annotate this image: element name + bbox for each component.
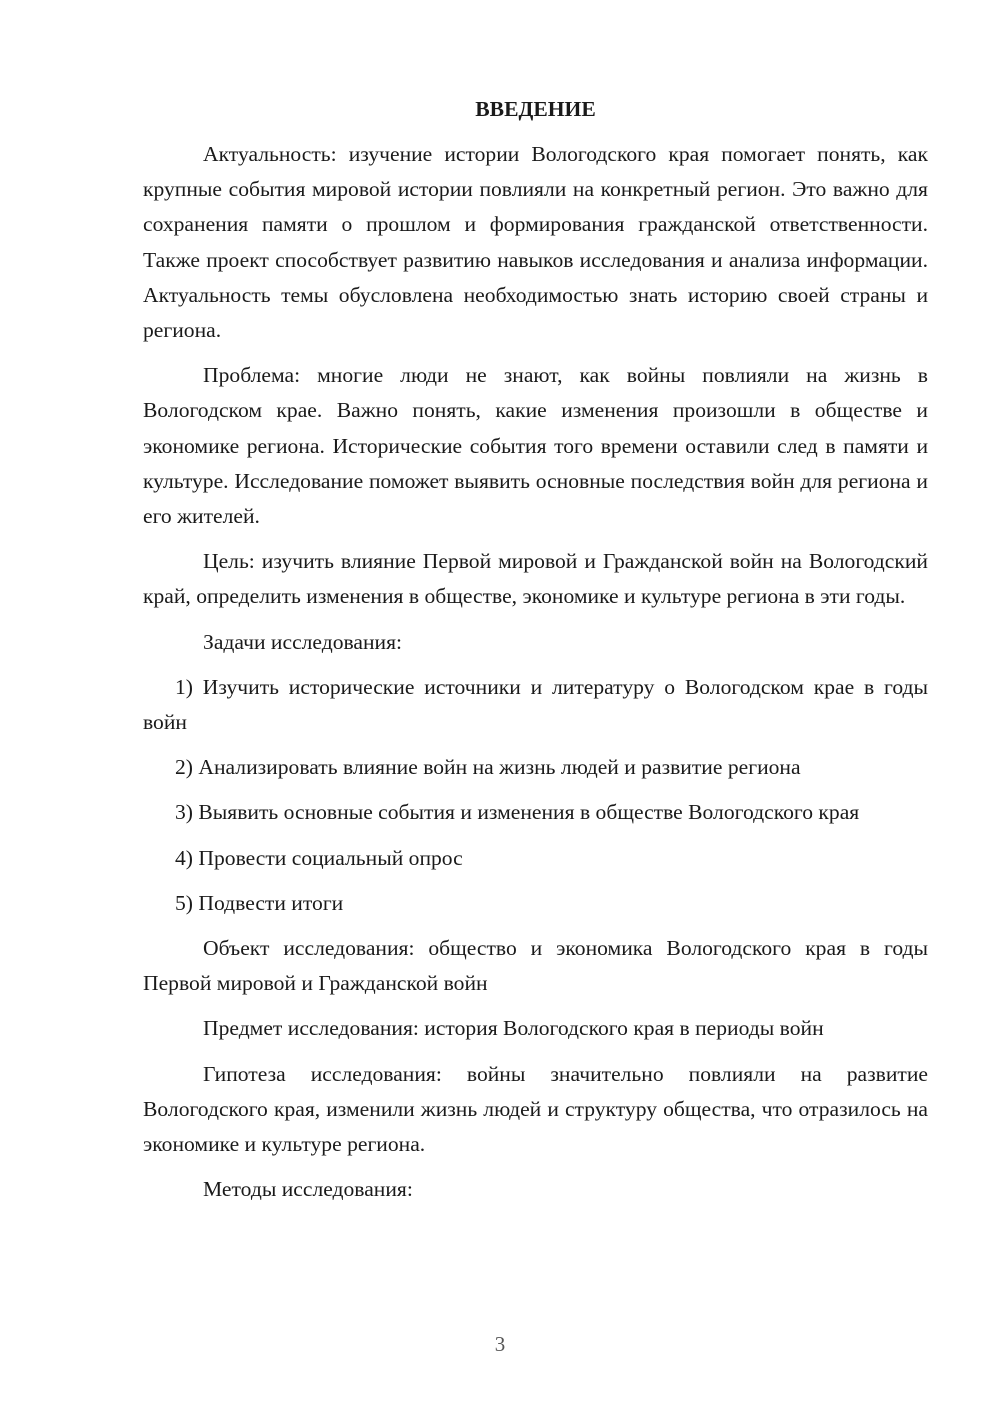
paragraph-object: Объект исследования: общество и экономика Вологодского края в годы Первой мировой и Гражданской войн [143,936,928,996]
paragraph-subject: Предмет исследования: история Вологодского края в периоды войн [203,1016,824,1041]
document-page [143,92,928,1217]
paragraph-hypothesis: Гипотеза исследования: войны значительно повлияли на развитие Вологодского края, изменили жизнь людей и структуру общества, что отразилось на экономике и культуре региона. [143,1061,928,1157]
task-item-3: 3) Выявить основные события и изменения в обществе Вологодского края [175,800,860,825]
paragraph-tasks-heading: Задачи исследования: [203,629,403,654]
task-item-2: 2) Анализировать влияние войн на жизнь людей и развитие региона [175,755,801,780]
paragraph-goal: Цель: изучить влияние Первой мировой и Гражданской войн на Вологодский край, определить изменения в обществе, экономике и культуре региона в эти годы. [143,549,928,609]
task-item-5: 5) Подвести итоги [175,890,344,915]
paragraph-methods: Методы исследования: [203,1177,413,1202]
task-item-4: 4) Провести социальный опрос [175,845,463,870]
task-item-1: 1) Изучить исторические источники и литературу о Вологодском крае в годы войн [143,674,928,735]
paragraph-relevance: Актуальность: изучение истории Вологодского края помогает понять, как крупные события мировой истории повлияли на конкретный регион. Это важно для сохранения памяти о прошлом и формирования гражданской ответственности. Также проект способствует развитию навыков исследования и анализа информации. Актуальность темы обусловлена необходимостью знать историю своей страны и региона. [143,142,928,343]
page-number: 3 [494,1332,506,1356]
paragraph-problem: Проблема: многие люди не знают, как войны повлияли на жизнь в Вологодском крае. Важно понять, какие изменения произошли в обществе и экономике региона. Исторические события того времени оставили след в памяти и культуре. Исследование поможет выявить основные последствия войн для региона и его жителей. [143,363,928,529]
section-title: ВВЕДЕНИЕ [475,97,596,121]
